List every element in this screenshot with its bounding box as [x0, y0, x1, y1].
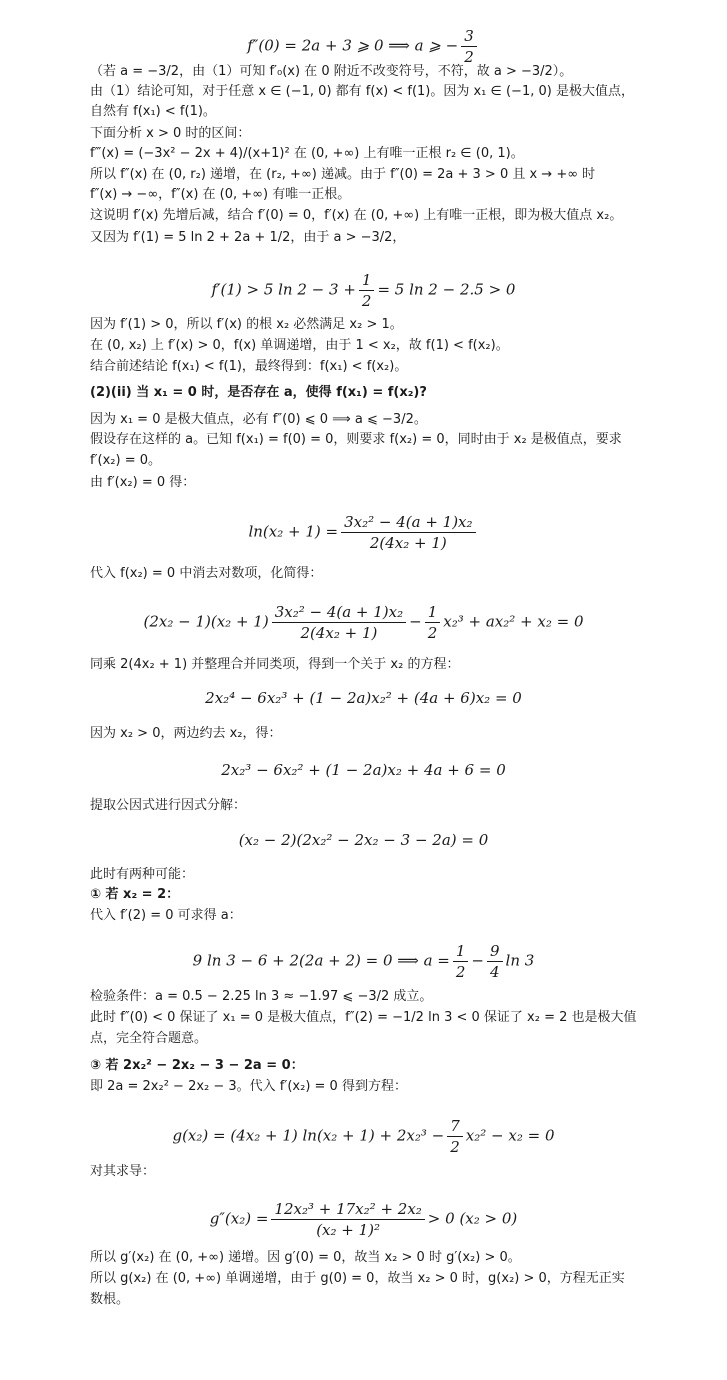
equation-quartic: 2x₂⁴ − 6x₂³ + (1 − 2a)x₂² + (4a + 6)x₂ = 0: [205, 689, 522, 707]
text-line: 由 f′(x₂) = 0 得：: [90, 475, 196, 490]
text-line: 同乘 2(4x₂ + 1) 并整理合并同类项，得到一个关于 x₂ 的方程：: [90, 657, 460, 672]
text-line: 此时有两种可能：: [90, 867, 195, 882]
text-line: 点，完全符合题意。: [90, 1031, 208, 1046]
text-line: f′(x₂) = 0。: [90, 453, 162, 468]
text-line: 假设存在这样的 a。已知 f(x₁) = f(0) = 0，则要求 f(x₂) = 0，同时由于 x₂ 是极值点，要求: [90, 432, 622, 447]
text-line: 此时 f″(0) < 0 保证了 x₁ = 0 是极大值点，f″(2) = −1/2 ln 3 < 0 保证了 x₂ = 2 也是极大值: [90, 1010, 637, 1025]
text-line: 这说明 f′(x) 先增后减，结合 f′(0) = 0，f′(x) 在 (0, +∞) 上有唯一正根，即为极大值点 x₂。: [90, 208, 623, 223]
top-equation: [0, 26, 727, 67]
text-line: 检验条件：a = 0.5 − 2.25 ln 3 ≈ −1.97 ⩽ −3/2 成立。: [90, 989, 433, 1004]
text-line: 又因为 f′(1) = 5 ln 2 + 2a + 1/2，由于 a > −3/2，: [90, 230, 406, 245]
equation-cubic: 2x₂³ − 6x₂² + (1 − 2a)x₂ + 4a + 6 = 0: [221, 761, 506, 779]
text-line: 在 (0, x₂) 上 f′(x) > 0，f(x) 单调递增，由于 1 < x₂，故 f(1) < f(x₂)。: [90, 338, 509, 353]
text-line: 由（1）结论可知，对于任意 x ∈ (−1, 0) 都有 f(x) < f(1)。因为 x₁ ∈ (−1, 0) 是极大值点，: [90, 84, 634, 99]
text-line: 下面分析 x > 0 时的区间：: [90, 126, 251, 141]
equation-g-double-prime: g″(x₂) = $\frac{\text{12x₂³ + 17x₂² + 2x₂}}{\text{(x₂ + 1)²}}$ > 0 (x₂ > 0): [209, 1200, 518, 1239]
section-title: (2)(ii) 当 x₁ = 0 时，是否存在 a，使得 f(x₁) = f(x₂)?: [90, 385, 427, 400]
equation-case1: 9 ln 3 − 6 + 2(2a + 2) = 0 ⟹ a = $\frac{1}{2}$ − $\frac{9}{4}$ ln 3: [192, 942, 535, 981]
text-line: 结合前述结论 f(x₁) < f(1)，最终得到：f(x₁) < f(x₂)。: [90, 359, 408, 374]
text-line: 数根。: [90, 1292, 130, 1307]
text-line: 所以 g′(x₂) 在 (0, +∞) 递增。因 g′(0) = 0，故当 x₂ > 0 时 g′(x₂) > 0。: [90, 1250, 521, 1265]
equation-f-prime-1: f′(1) > 5 ln 2 − 3 + $\frac{1}{2}$ = 5 ln 2 − 2.5 > 0: [211, 271, 516, 310]
text-line: 因为 x₂ > 0，两边约去 x₂，得：: [90, 726, 282, 741]
text-line: 代入 f′(2) = 0 可求得 a：: [90, 908, 242, 923]
text-line: 因为 f′(1) > 0，所以 f′(x) 的根 x₂ 必然满足 x₂ > 1。: [90, 317, 403, 332]
text-line: （若 a = −3/2，由（1）可知 f′₀(x) 在 0 附近不改变符号，不符，故 a > −3/2）。: [90, 64, 573, 79]
equation-substituted: (2x₂ − 1)(x₂ + 1) $\frac{\text{3x₂² − 4(a + 1)x₂}}{\text{2(4x₂ + 1)}}$ − $\frac{1}{2}$ x₂³ + ax₂² + x₂ = 0: [143, 603, 584, 642]
case-2-title: ③ 若 2x₂² − 2x₂ − 3 − 2a = 0：: [90, 1058, 304, 1073]
top-eq-left: f″(0) = 2a + 3 ⩾ 0 ⟹ a ⩾ −: [247, 36, 459, 55]
case-1-title: ① 若 x₂ = 2：: [90, 887, 180, 902]
equation-ln: ln(x₂ + 1) = $\frac{\text{3x₂² − 4(a + 1)x₂}}{\text{2(4x₂ + 1)}}$: [0, 512, 727, 553]
text-line: 所以 f″(x) 在 (0, r₂) 递增，在 (r₂, +∞) 递减。由于 f″(0) = 2a + 3 > 0 且 x → +∞ 时: [90, 167, 596, 182]
top-equation-text: [0, 0, 1, 1]
equation-g: g(x₂) = (4x₂ + 1) ln(x₂ + 1) + 2x₂³ − $\frac{7}{2}$ x₂² − x₂ = 0: [172, 1117, 555, 1156]
text-line: 所以 g(x₂) 在 (0, +∞) 单调递增，由于 g(0) = 0，故当 x₂ > 0 时，g(x₂) > 0，方程无正实: [90, 1271, 625, 1286]
text-line: 自然有 f(x₁) < f(1)。: [90, 104, 216, 119]
text-line: f‴(x) = (−3x² − 2x + 4)/(x+1)² 在 (0, +∞) 上有唯一正根 r₂ ∈ (0, 1)。: [90, 146, 524, 161]
equation-factored: (x₂ − 2)(2x₂² − 2x₂ − 3 − 2a) = 0: [238, 831, 489, 849]
text-line: 提取公因式进行因式分解：: [90, 798, 247, 813]
text-line: 因为 x₁ = 0 是极大值点，必有 f″(0) ⩽ 0 ⟹ a ⩽ −3/2。: [90, 412, 427, 427]
top-eq-fraction: $\frac{3}{2}$: [461, 26, 477, 67]
text-line: 对其求导：: [90, 1164, 156, 1179]
text-line: 代入 f(x₂) = 0 中消去对数项，化简得：: [90, 566, 323, 581]
text-line: 即 2a = 2x₂² − 2x₂ − 3。代入 f′(x₂) = 0 得到方程：: [90, 1079, 407, 1094]
text-line: f″(x) → −∞，f″(x) 在 (0, +∞) 有唯一正根。: [90, 187, 351, 202]
